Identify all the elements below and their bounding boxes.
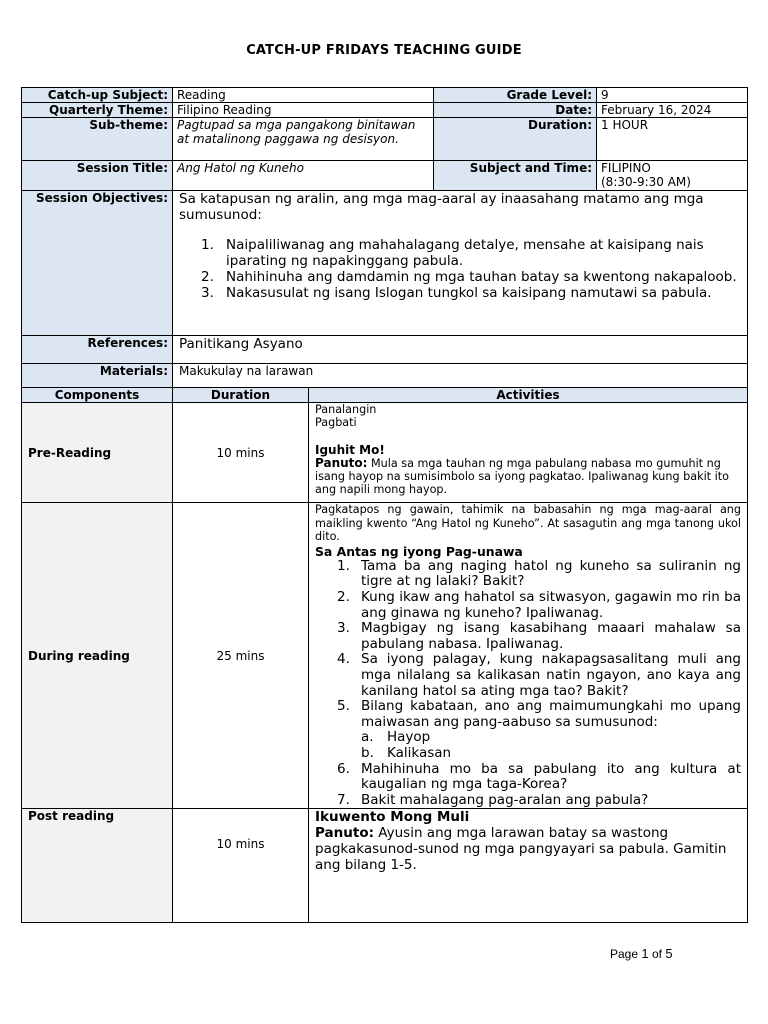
- subject-value: Reading: [173, 88, 434, 103]
- list-item: 5. Bilang kabataan, ano ang maimumungkahi mo upang maiwasan ang pang-aabuso sa sumusunod: a. Hayop b. Kalikasan: [337, 698, 741, 761]
- date-value: February 16, 2024: [597, 103, 748, 118]
- subject-time-value: [597, 161, 748, 191]
- post-reading-duration: 10 mins: [173, 809, 309, 923]
- grade-value: 9: [597, 88, 748, 103]
- objectives-list: [179, 237, 741, 301]
- references-label: References:: [22, 336, 173, 364]
- during-reading-activities: [309, 503, 748, 809]
- theme-value: Filipino Reading: [173, 103, 434, 118]
- subject-label: Catch-up Subject:: [22, 88, 173, 103]
- materials-label: Materials:: [22, 364, 173, 389]
- list-item: 3. Nakasusulat ng isang Islogan tungkol sa kaisipang namutawi sa pabula.: [201, 285, 712, 301]
- objectives-cell: [173, 191, 748, 336]
- objectives-label: Session Objectives:: [22, 191, 173, 336]
- materials-value: Makukulay na larawan: [173, 364, 748, 389]
- post-reading-instructions: Panuto: Ayusin ang mga larawan batay sa wastong pagkakasunod-sunod ng mga pangyayari sa pabula. Gamitin ang bilang 1-5.: [315, 825, 727, 874]
- list-item: 1. Tama ba ang naging hatol ng kuneho sa suliranin ng tigre at ng lalaki? Bakit?: [337, 557, 741, 590]
- list-item: 4. Sa iyong palagay, kung nakapagsasalitang muli ang mga nilalang sa kalikasan natin ngayon, ano kaya ang kanilang hatol sa ating mga tao? Bakit?: [337, 651, 741, 699]
- header-components: Components: [22, 388, 173, 403]
- duration-label: Duration:: [434, 118, 597, 161]
- subject-time-line1: FILIPINO: [601, 161, 651, 175]
- list-item: 1. Naipaliliwanag ang mahahalagang detalye, mensahe at kaisipang nais iparating ng napakinggang pabula.: [201, 237, 704, 269]
- prayer-line: Panalangin: [315, 403, 377, 416]
- post-reading-component: Post reading: [22, 809, 173, 923]
- questions-list: [315, 559, 741, 809]
- subtheme-value: Pagtupad sa mga pangakong binitawan at matalinong paggawa ng desisyon.: [173, 118, 434, 161]
- page-title: CATCH-UP FRIDAYS TEACHING GUIDE: [246, 43, 522, 58]
- list-item: 2. Kung ikaw ang hahatol sa sitwasyon, gagawin mo rin ba ang ginawa ng kuneho? Ipaliwanag.: [337, 588, 741, 621]
- during-reading-component: During reading: [22, 503, 173, 809]
- session-title-label: Session Title:: [22, 161, 173, 191]
- pre-reading-heading: Iguhit Mo!: [315, 442, 385, 457]
- list-item: 3. Magbigay ng isang kasabihang maaari mahalaw sa pabulang nabasa. Ipaliwanag.: [337, 620, 741, 652]
- during-reading-intro: Pagkatapos ng gawain, tahimik na babasahin ng mga mag-aaral ang maikling kwento “Ang Hatol ng Kuneho”. At sasagutin ang mga tanong ukol dito.: [315, 503, 741, 544]
- pre-reading-duration: 10 mins: [173, 403, 309, 503]
- page-number: Page 1 of 5: [610, 946, 673, 961]
- pre-reading-component: Pre-Reading: [22, 403, 173, 503]
- header-activities: Activities: [309, 388, 748, 403]
- list-item: 2. Nahihinuha ang damdamin ng mga tauhan batay sa kwentong nakapaloob.: [201, 269, 737, 285]
- pre-reading-activities: [309, 403, 748, 503]
- during-reading-duration: 25 mins: [173, 503, 309, 809]
- grade-label: Grade Level:: [434, 88, 597, 103]
- greeting-line: Pagbati: [315, 416, 357, 430]
- subject-time-label: Subject and Time:: [434, 161, 597, 191]
- plan-table: [21, 387, 748, 923]
- session-title-value: Ang Hatol ng Kuneho: [173, 161, 434, 191]
- during-reading-heading: Sa Antas ng iyong Pag-unawa: [315, 543, 523, 559]
- references-value: Panitikang Asyano: [173, 336, 748, 364]
- sub-item: a. Hayop: [361, 729, 431, 746]
- info-table: [21, 87, 748, 389]
- post-reading-activities: [309, 809, 748, 923]
- list-item: 6. Mahihinuha mo ba sa pabulang ito ang kultura at kaugalian ng mga taga-Korea?: [337, 760, 741, 793]
- subtheme-label: Sub-theme:: [22, 118, 173, 161]
- subject-time-line2: (8:30-9:30 AM): [601, 175, 691, 189]
- objectives-intro: Sa katapusan ng aralin, ang mga mag-aaral ay inaasahang matamo ang mga sumusunod:: [179, 191, 704, 223]
- post-reading-heading: Ikuwento Mong Muli: [315, 809, 470, 826]
- theme-label: Quarterly Theme:: [22, 103, 173, 118]
- date-label: Date:: [434, 103, 597, 118]
- list-item: 7. Bakit mahalagang pag-aralan ang pabula?: [337, 791, 649, 808]
- pre-reading-instructions: Panuto: Mula sa mga tauhan ng mga pabulang nabasa mo gumuhit ng isang hayop na sumisimbolo sa iyong pagkatao. Ipaliwanag kung bakit ito ang napili mong hayop.: [315, 455, 729, 497]
- header-duration: Duration: [173, 388, 309, 403]
- duration-value: 1 HOUR: [597, 118, 748, 161]
- sub-item: b. Kalikasan: [361, 744, 452, 761]
